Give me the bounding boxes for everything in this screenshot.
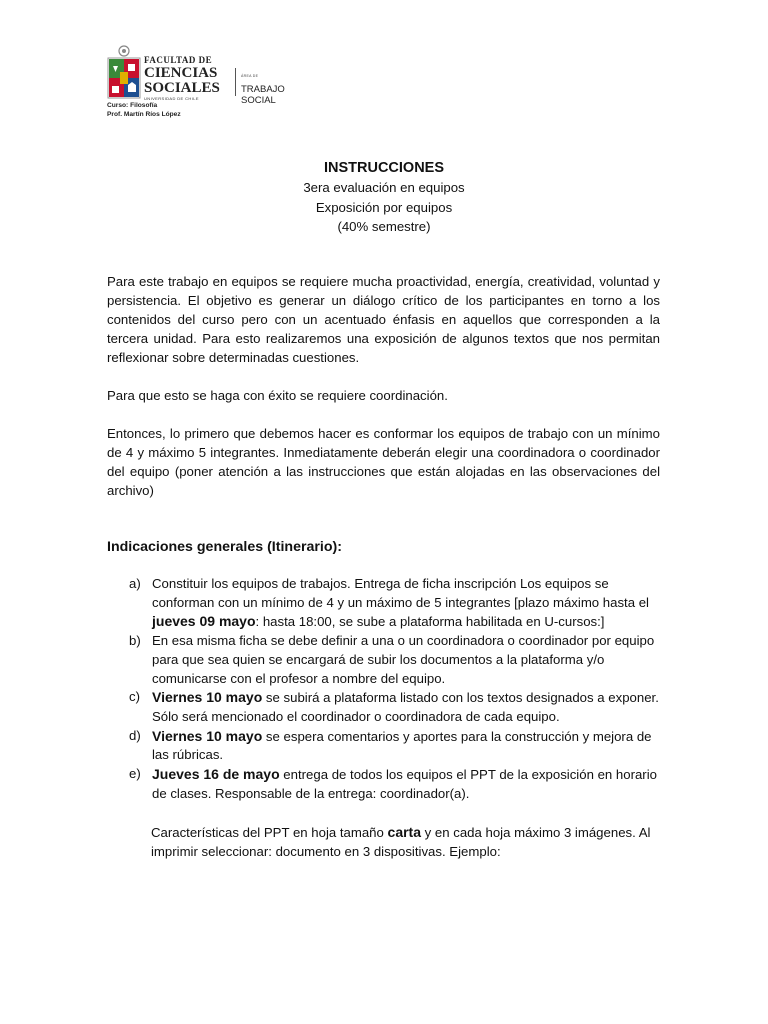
item-text: En esa misma ficha se debe definir a una o un coordinadora o coordinador por equipo para que sea quien se encargará de subir los documentos a la plataforma y/o comunicarse con el profesor a nombre del equipo. bbox=[152, 633, 655, 686]
faculty-line1: FACULTAD DE bbox=[144, 55, 213, 65]
coordination-paragraph: Para que esto se haga con éxito se requiere coordinación. bbox=[107, 388, 448, 403]
university-crest-icon bbox=[107, 44, 141, 100]
list-marker: c) bbox=[129, 689, 140, 705]
list-item bbox=[107, 765, 660, 803]
list-marker: a) bbox=[129, 576, 141, 591]
subtitle-exposition: Exposición por equipos bbox=[315, 199, 453, 215]
item-date: jueves 09 mayo bbox=[152, 613, 256, 630]
subtitle-evaluation: 3era evaluación en equipos bbox=[303, 180, 465, 195]
item-text-post: : hasta 18:00, se sube a plataforma habilitada en U-cursos:] bbox=[255, 614, 605, 630]
page-title: INSTRUCCIONES bbox=[323, 160, 445, 176]
subtitle-weight: (40% semestre) bbox=[337, 219, 431, 234]
department-label: TRABAJO SOCIAL bbox=[241, 84, 285, 106]
item-date: Viernes 10 mayo bbox=[152, 689, 263, 706]
university-name: UNIVERSIDAD DE CHILE bbox=[144, 96, 199, 101]
list-item bbox=[107, 727, 660, 765]
note-paper-size: carta bbox=[387, 824, 421, 840]
course-info bbox=[107, 101, 181, 119]
note-text: Características del PPT en hoja tamaño bbox=[151, 825, 388, 840]
logo-divider bbox=[235, 68, 236, 96]
item-text-post: entrega de todos los equipos el PPT de la exposición en horario de clases. Responsable de la entrega: coordinador(a). bbox=[152, 767, 657, 801]
item-text-post: se subirá a plataforma listado con los textos designados a exponer. Sólo será mencionado el coordinador o coordinadora de cada equipo. bbox=[152, 690, 659, 724]
list-marker: e) bbox=[129, 766, 141, 782]
list-item bbox=[107, 688, 660, 726]
itinerary-list bbox=[107, 575, 660, 803]
title-block bbox=[0, 158, 768, 237]
intro-paragraph: Para este trabajo en equipos se requiere mucha proactividad, energía, creatividad, voluntad y persistencia. El objetivo es generar un diálogo crítico de los participantes en torno a los contenidos del curso pero con un acentuado énfasis en aquellos que corresponden a la tercera unidad. Para esto realizaremos una exposición de algunos textos que nos permitan reflexionar sobre determinadas cuestiones. bbox=[107, 274, 660, 365]
list-marker: d) bbox=[129, 727, 141, 743]
section-heading: Indicaciones generales (Itinerario): bbox=[107, 539, 342, 555]
ppt-note bbox=[151, 823, 663, 861]
course-name: Curso: Filosofía bbox=[107, 102, 158, 109]
list-item bbox=[107, 632, 660, 688]
item-text: Constituir los equipos de trabajos. Entrega de ficha inscripción Los equipos se conforman con un mínimo de 4 y un máximo de 5 integrantes [plazo máximo hasta el bbox=[152, 576, 649, 610]
faculty-line2: CIENCIAS bbox=[144, 65, 218, 81]
item-text-post: se espera comentarios y aportes para la construcción y mejora de las rúbricas. bbox=[152, 728, 652, 763]
note-text-post: y en cada hoja máximo 3 imágenes. Al imprimir seleccionar: documento en 3 dispositivas. Ejemplo: bbox=[151, 825, 651, 859]
list-item bbox=[107, 575, 660, 632]
item-date: Viernes 10 mayo bbox=[152, 727, 263, 744]
list-marker: b) bbox=[129, 633, 141, 649]
teams-paragraph: Entonces, lo primero que debemos hacer es conformar los equipos de trabajo con un mínimo de 4 y máximo 5 integrantes. Inmediatamente deberán elegir una coordinadora o coordinador del equipo (poner atención a las instrucciones que están alojadas en las observaciones del archivo) bbox=[107, 426, 660, 498]
faculty-line3: SOCIALES bbox=[144, 80, 220, 96]
item-date: Jueves 16 de mayo bbox=[152, 766, 280, 783]
area-label: ÁREA DE bbox=[241, 74, 259, 78]
professor-name: Prof. Martín Ríos López bbox=[107, 111, 181, 118]
